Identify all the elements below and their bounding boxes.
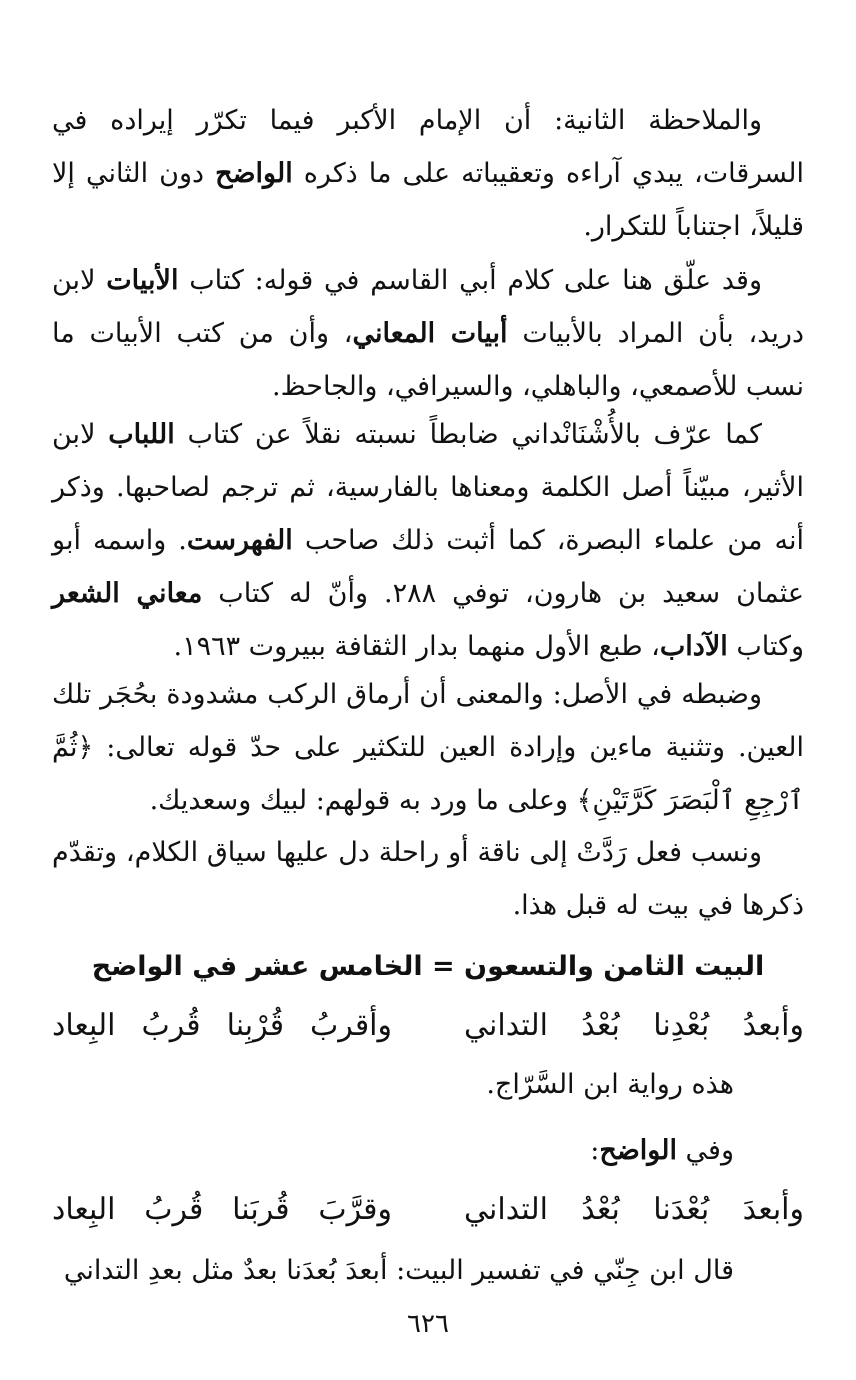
ibn-jinni-line (52, 1244, 804, 1298)
verse-first-hemistich: وأبعدَ بُعْدَنا بُعْدُ التداني (464, 1192, 804, 1227)
paragraph-text: دون الثاني إلا قليلاً، اجتناباً للتكرار. (52, 158, 804, 242)
bold-term: الواضح (215, 158, 293, 189)
wadih-prefix: وفي (685, 1135, 734, 1166)
riwaya-note: هذه رواية ابن السَّرّاج. (486, 1069, 734, 1100)
verse-second-hemistich: وقرَّبَ قُربَنا قُربُ البِعاد (52, 1192, 392, 1227)
paragraph-dabt (52, 668, 804, 827)
bold-term: معاني الشعر (52, 578, 203, 609)
paragraph-text: وعلى ما ورد به قولهم: لبيك وسعديك. (149, 785, 569, 816)
verse-line-variant (52, 1180, 804, 1240)
bold-term: الواضح (599, 1135, 677, 1166)
page-number: ٦٢٦ (407, 1309, 449, 1339)
bold-term: الفهرست (186, 525, 293, 556)
paragraph-ushnandani (52, 408, 804, 673)
paragraph-text: لابن دريد، بأن المراد بالأبيات (52, 265, 804, 349)
wadih-colon: : (590, 1135, 600, 1166)
bold-term: الآداب (659, 631, 728, 662)
paragraph-text: قال ابن جِنّي في تفسير البيت: أبعدَ بُعدَنا بعدٌ مثل بعدِ التداني (63, 1255, 734, 1286)
section-heading: البيت الثامن والتسعون = الخامس عشر في الواضح (91, 951, 765, 982)
verse-second-hemistich: وأقربُ قُرْبِنا قُربُ البِعاد (52, 1008, 392, 1043)
verse-first-hemistich: وأبعدُ بُعْدِنا بُعْدُ التداني (464, 1008, 804, 1043)
verse-line (52, 996, 804, 1056)
paragraph-text: والملاحظة الثانية: أن الإمام الأكبر فيما تكرّر إيراده في السرقات، يبدي آراءه وتعقيباته على ما ذكره (52, 105, 804, 189)
paragraph-text: ، وأن من كتب الأبيات ما نسب للأصمعي، والباهلي، والسيرافي، والجاحظ. (52, 318, 804, 402)
paragraph-text: ونسب فعل رَدَّتْ إلى ناقة أو راحلة دل عليها سياق الكلام، وتقدّم ذكرها في بيت له قبل هذا. (52, 837, 804, 921)
quran-quote: ﴿ثُمَّ ٱرْجِعِ ٱلْبَصَرَ كَرَّتَيْنِ﴾ (52, 732, 804, 816)
paragraph-text: وقد علّق هنا على كلام أبي القاسم في قوله: كتاب (189, 265, 762, 296)
bold-term: أبيات المعاني (352, 318, 508, 349)
paragraph-text: ، طبع الأول منهما بدار الثقافة ببيروت ١٩٦٣. (173, 631, 660, 662)
paragraph-nasab (52, 826, 804, 932)
paragraph-text: لابن الأثير، مبيّناً أصل الكلمة ومعناها بالفارسية، ثم ترجم لصاحبها. وذكر أنه من علماء البصرة، كما أثبت ذلك صاحب (52, 419, 804, 556)
bold-term: اللباب (108, 419, 175, 450)
wadih-note (590, 1124, 734, 1178)
paragraph-text: . واسمه أبو عثمان سعيد بن هارون، توفي ٢٨٨. وأنّ له كتاب (52, 525, 805, 609)
paragraph-sariqat (52, 94, 804, 253)
bold-term: الأبيات (106, 265, 179, 296)
paragraph-abyat (52, 254, 804, 413)
paragraph-text: وضبطه في الأصل: والمعنى أن أرماق الركب مشدودة بحُجَر تلك العين. وتثنية ماءين وإرادة العين للتكثير على حدّ قوله تعالى: (52, 679, 804, 763)
paragraph-text: وكتاب (736, 631, 804, 662)
paragraph-text: كما عرّف بالأُشْنَانْداني ضابطاً نسبته نقلاً عن كتاب (187, 419, 762, 450)
